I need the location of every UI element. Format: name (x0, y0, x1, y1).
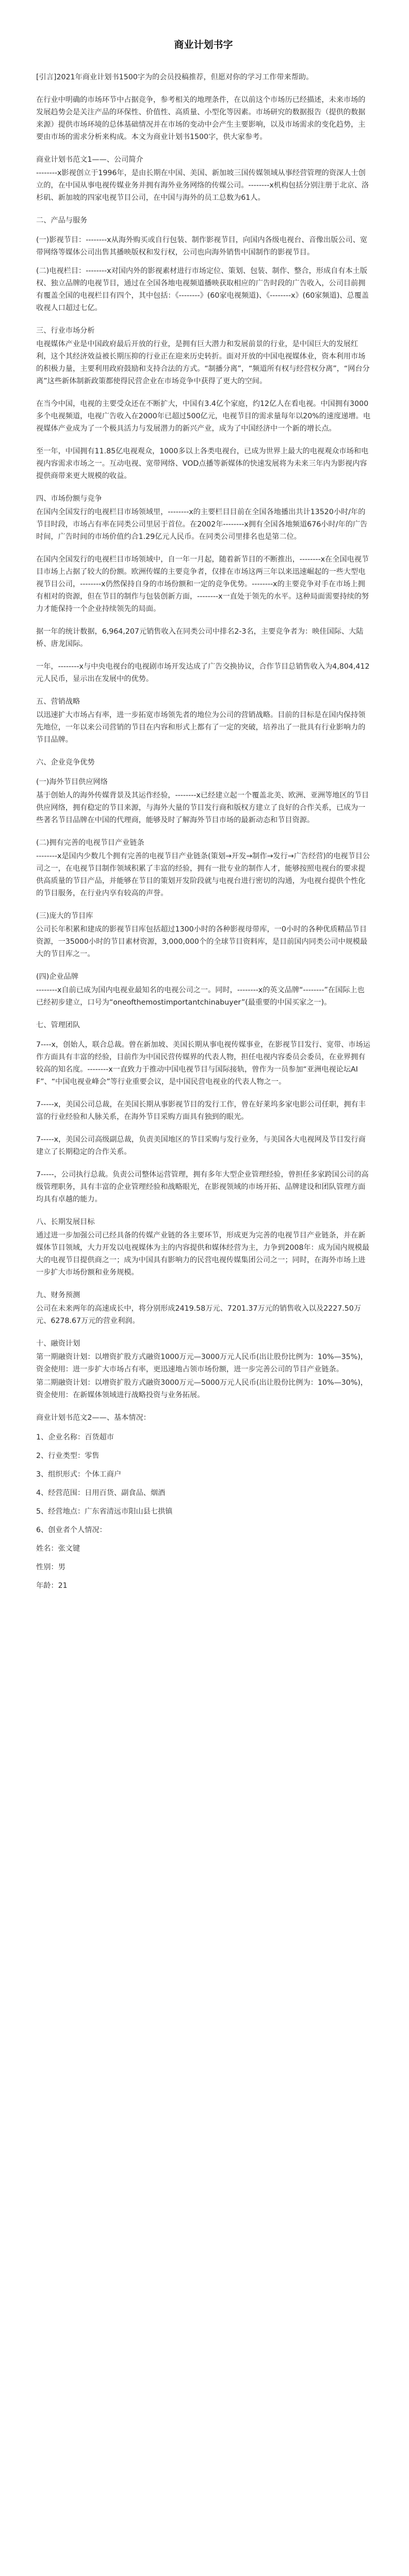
list-item: 性别：男 (36, 1563, 66, 1571)
body-paragraph: 至一年，中国拥有11.85亿电视观众，1000多以上各类电视台，已成为世界上最大的电视观众市场和电视内容需求市场之一。互动电视、宽带网络、VOD点播等新媒体的快速发展将为未来三年内为影视内容提供商带来更大规模的收益。 (36, 447, 369, 480)
section-heading: 八、长期发展目标 (36, 1218, 95, 1226)
body-paragraph: 7----x，创始人，联合总裁。曾在新加坡、美国长期从事电视传媒事业，在影视节目发行、宽带、市场运作方面具有丰富的经验，目前作为中国民营传媒界的代表人物，担任电视内容委员会委员，在业界拥有较高的知名度。--------x一直致力于推动中国电视节目与国际接轨，曾作为一员参加“亚洲电视论坛AIF”、“中国电视业峰会”等行业重要会议，是中国民营电视业的代表人物之一。 (36, 1041, 370, 1086)
subsection-heading: (二)拥有完善的电视节目产业链条 (36, 839, 144, 847)
body-paragraph: 第二期融资计划：以增资扩股方式融资3000万元—5000万元人民币(出让股份比例为：10%—30%)，资金使用：在新媒体领域进行战略投资与业务拓展。 (36, 1379, 368, 1399)
section-heading: 商业计划书范文2——、基本情况： (36, 1414, 151, 1422)
body-paragraph: (二)电视栏目：--------x对国内外的影视素材进行市场定位、策划、包装、制作、整合，形成自有本土版权、独立品牌的电视节目，通过在全国各地电视频道播映获取相应的广告时段的广告收入，公司目前拥有覆盖全国的电视栏目有四个，其中包括：《--------》(60家电视频道)、《--------x》(60家频道)、总覆盖收视人口超过七亿。 (36, 267, 369, 312)
body-paragraph: 以迅速扩大市场占有率，进一步拓宽市场领先者的地位为公司的营销战略。目前的目标是在国内保持领先地位，一年以来公司营销的节目在内容和形式上都有了一定的突破，培养出了一批具有行业影响力的节目品牌。 (36, 711, 366, 744)
section-heading: 五、营销战略 (36, 698, 80, 706)
body-paragraph: 在国内全国发行的电视栏目市场领域中，自一年一月起，随着新节目的不断推出，--------x在全国电视节目市场上占据了较大的份额。欧洲传媒的主要竞争者，仅排在市场这两三年以来迅速崛起的一些大型电视节目公司，--------x仍然保持自身的市场份额和一定的竞争优势。--------x的主要竞争对手在市场上拥有相对的资源，但在节目的制作与包装创新方面，--------x一直处于领先的水平。这种局面需要持续的努力才能保持一个企业持续领先的局面。 (36, 555, 369, 613)
section-heading: 二、产品与服务 (36, 216, 88, 225)
body-paragraph: (一)影视节目：--------x从海外购买或自行包装、制作影视节目，向国内各级电视台、音像出版公司、宽带网络等媒体公司出售其播映版权和发行权，公司也向海外销售中国制作的影视节目。 (36, 236, 368, 257)
list-item: 姓名：张文键 (36, 1545, 80, 1553)
section-heading: 十、融资计划 (36, 1340, 80, 1348)
list-item: 年龄：21 (36, 1582, 68, 1590)
body-paragraph: 在当今中国，电视的主要受众还在不断扩大，中国有3.4亿个家庭，约12亿人在看电视。中国拥有3000多个电视频道，电视广告收入在2000年已超过500亿元，电视节目的需求量每年以20%的速度递增。电视媒体产业成为了一个极具活力与发展潜力的新兴产业，成为了中国经济中一个新的增长点。 (36, 400, 371, 433)
body-paragraph: 在行业中明确的市场环节中占据竞争，参考相关的地理条件，在以前这个市场历已经描述，未来市场的发展趋势会是关注产品的环保性、价值性、高质量、小型化等因素。市场研究的数据报告（提供的数据来源）提供市场环境的总体基础情况并在市场的变动中会产生主要影响，以及市场需求的变化趋势，主要由市场的需求分析来构成。本文为商业计划书1500字，供大家参考。 (36, 96, 366, 141)
subsection-heading: (一)海外节目供应网络 (36, 778, 108, 786)
subsection-heading: (四)企业品牌 (36, 973, 79, 981)
body-paragraph: 7-----x，美国公司总裁，在美国长期从事影视节目的发行工作，曾在好莱坞多家电影公司任职，拥有丰富的行业经验和人脉关系，在海外节目采购方面具有独到的眼光。 (36, 1100, 366, 1121)
document-title: 商业计划书字 (174, 39, 233, 50)
body-paragraph: 公司在未来两年的高速成长中，将分别形成2419.58万元、7201.37万元的销售收入以及2227.50万元、6278.67万元的营业利润。 (36, 1304, 362, 1325)
body-paragraph: 据一年的统计数据，6,964,207元销售收入在同类公司中排名2-3名，主要竞争者为：映佳国际、大陆桥、唐龙国际。 (36, 628, 364, 648)
section-heading: 七、管理团队 (36, 1021, 80, 1029)
body-paragraph: 7-----，公司执行总裁。负责公司整体运营管理，拥有多年大型企业管理经验，曾担任多家跨国公司的高级管理职务，具有丰富的企业管理经验和战略眼光，在影视领域的市场开拓、品牌建设和团队管理方面均具有卓越的能力。 (36, 1171, 369, 1204)
body-paragraph: 电视媒体产业是中国政府最后开放的行业，是拥有巨大潜力和发展前景的行业，是中国巨大的发展红利，这个其经济效益被长期压抑的行业正在迎来历史转折。面对开放的中国电视媒体业，资本利用市场的积极力量，主要利用政府鼓励和支持合法的方式。“制播分离”，“频道所有权与经营权分离”，“网台分离”这些新体制新政策都使得民营企业在市场竞争中获得了更大的空间。 (36, 340, 370, 385)
intro-paragraph: [引言]2021年商业计划书1500字为的会员投稿推荐，但愿对你的学习工作带来帮助。 (36, 73, 314, 81)
body-paragraph: 在国内全国发行的电视栏目市场领域里，--------x的主要栏目目前在全国各地播出共计13520小时/年的节目时段，市场占有率在同类公司里居于首位。在2002年--------x拥有全国各地频道676小时/年的广告时间，广告时间的市场价值约合1.29亿元人民币。在同类公司里排名也是第二位。 (36, 508, 368, 541)
section-heading: 商业计划书范文1——、公司简介 (36, 156, 143, 164)
section-heading: 四、市场份额与竞争 (36, 495, 102, 503)
section-heading: 六、企业竞争优势 (36, 758, 95, 767)
body-paragraph: --------x自前已成为国内电视业最知名的电视公司之一。同时，--------x的英文品牌“--------”在国际上也已经初步建立，口号为“oneofthemostimportantchinabuyer”(最重要的中国买家之一)。 (36, 986, 365, 1007)
body-paragraph: --------x是国内少数几个拥有完善的电视节目产业链条(策划→开发→制作→发行→广告经营)的电视节目公司之一，在电视节目制作领域积累了丰富的经验，拥有一批专业的制作人才，能够按照电视台的要求提供高质量的节目产品，并能够在节目的策划开发阶段就与电视台进行密切的沟通，为电视台提供个性化的节目服务，在行业内享有较高的声誉。 (36, 852, 370, 897)
body-paragraph: 公司长年积累和建成的影视节目库包括超过1300小时的各种影视母带库，一0小时的各种优质精品节目资源，一35000小时的节目素材资源，3,000,000个的全球节目资料库，是目前国内同类公司中规模最大的节目库之一。 (36, 925, 368, 958)
body-paragraph: 第一期融资计划：以增资扩股方式融资1000万元—3000万元人民币(出让股份比例为：10%—35%)，资金使用：进一步扩大市场占有率，更迅速地占领市场份额，进一步完善公司的节目产业链条。 (36, 1353, 368, 1374)
list-item: 2、行业类型：零售 (36, 1452, 100, 1460)
body-paragraph: 基于创始人的海外传媒背景及其运作经验，--------x已经建立起一个覆盖北美、欧洲、亚洲等地区的节目供应网络，拥有稳定的节目来源，与海外大量的节目发行商和版权方建立了良好的合作关系，已成为一些著名节目品牌在中国的代理商，能够及时了解海外节目市场的最新动态和节目资源。 (36, 791, 369, 824)
list-item: 4、经营范围：日用百货、副食品、烟酒 (36, 1489, 166, 1497)
list-item: 3、组织形式：个体工商户 (36, 1470, 122, 1479)
subsection-heading: (三)庞大的节目库 (36, 912, 93, 920)
body-paragraph: --------x影视创立于1996年，是由长期在中国、美国、新加坡三国传媒领域从事经营管理的资深人士创立的，在中国从事电视传媒业务并拥有海外业务网络的传媒公司。--------x机构包括分别注册于北京、洛杉矶、新加坡的四家电视节目公司，在中国与海外的员工总数为61人。 (36, 169, 369, 202)
list-item: 6、创业者个人情况： (36, 1526, 107, 1534)
body-paragraph: 一年，--------x与中央电视台的电视剧市场开发达成了广告交换协议，合作节目总销售收入为4,804,412元人民币，显示出在发展中的优势。 (36, 663, 370, 683)
section-heading: 九、财务预测 (36, 1291, 80, 1299)
section-heading: 三、行业市场分析 (36, 327, 95, 335)
body-paragraph: 7-----x，美国公司高级副总裁，负责美国地区的节目采购与发行业务，与美国各大电视网及节目发行商建立了长期稳定的合作关系。 (36, 1136, 366, 1156)
list-item: 5、经营地点：广东省清远市阳山县七拱镇 (36, 1507, 173, 1516)
body-paragraph: 通过进一步加强公司已经具备的传媒产业链的各主要环节，形成更为完善的电视节目产业链条，并在新媒体节目领域，大力开发以电视媒体为主的内容提供和媒体经营为主，力争到2008年：成为国内规模最大的电视节目提供商之一；成为中国具有影响力的民营电视传媒集团公司之一；同时，在海外市场上进一步扩大市场份额和业务规模。 (36, 1231, 370, 1277)
list-item: 1、企业名称：百货超市 (36, 1433, 114, 1442)
